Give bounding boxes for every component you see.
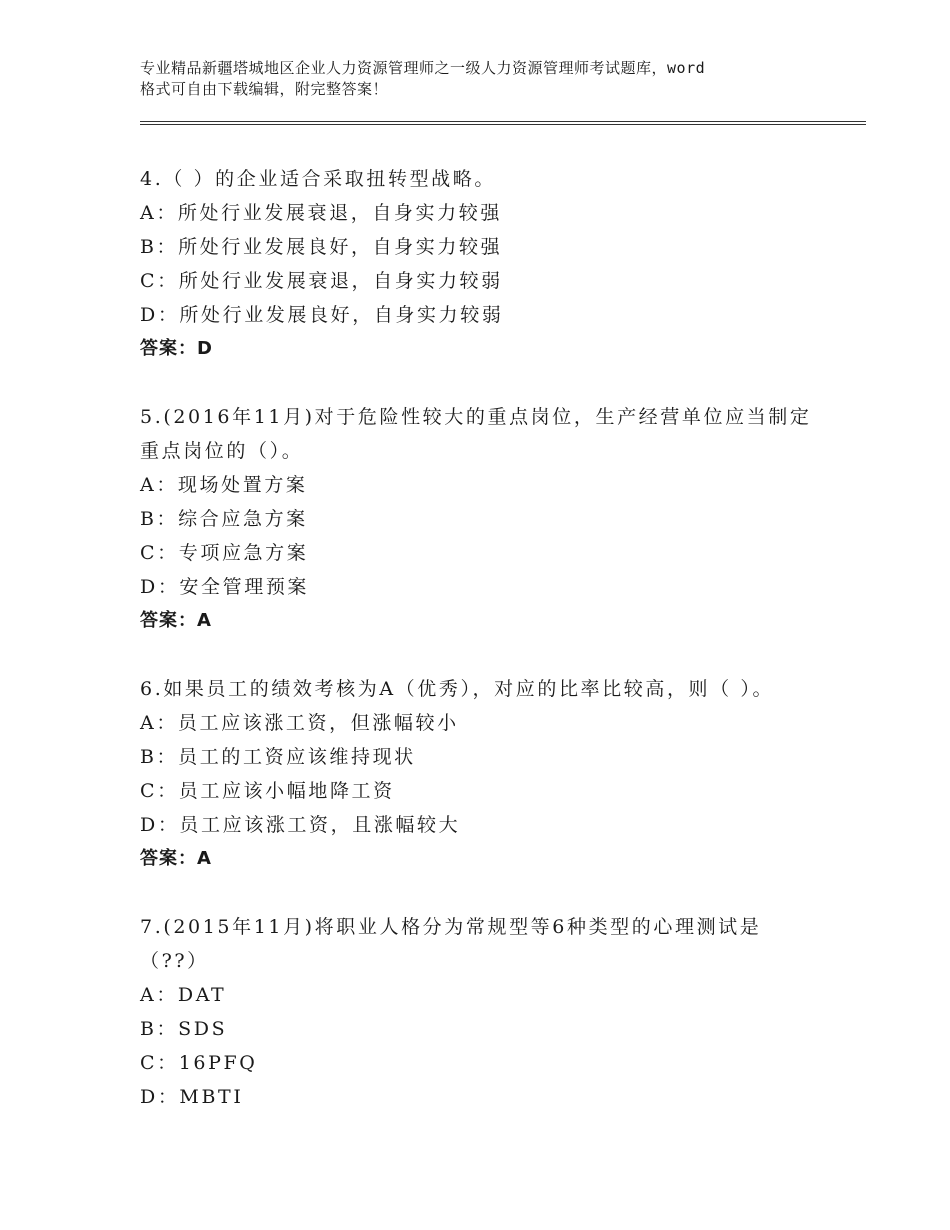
question-5: [140, 400, 840, 638]
option-c: C：员工应该小幅地降工资: [140, 780, 395, 802]
option-d: D：MBTI: [140, 1086, 244, 1108]
answer: 答案：A: [140, 848, 212, 869]
option-c: C：所处行业发展衰退，自身实力较弱: [140, 270, 503, 292]
question-text: 5.(2016年11月)对于危险性较大的重点岗位，生产经营单位应当制定: [140, 406, 812, 428]
option-b: B：所处行业发展良好，自身实力较强: [140, 236, 503, 258]
header-line-1: 专业精品新疆塔城地区企业人力资源管理师之一级人力资源管理师考试题库，word: [140, 59, 706, 77]
question-gap: [140, 638, 840, 672]
question-6: [140, 672, 840, 876]
answer: 答案：D: [140, 338, 213, 359]
option-a: A：现场处置方案: [140, 474, 308, 496]
question-4: [140, 162, 840, 366]
option-c: C：16PFQ: [140, 1052, 258, 1074]
answer: 答案：A: [140, 610, 212, 631]
option-d: D：员工应该涨工资，且涨幅较大: [140, 814, 461, 836]
option-d: D：所处行业发展良好，自身实力较弱: [140, 304, 504, 326]
option-a: A：员工应该涨工资，但涨幅较小: [140, 712, 459, 734]
option-d: D：安全管理预案: [140, 576, 310, 598]
option-a: A：所处行业发展衰退，自身实力较强: [140, 202, 502, 224]
option-b: B：SDS: [140, 1018, 228, 1040]
header-rule-top: [140, 121, 866, 122]
question-text: 4.（ ）的企业适合采取扭转型战略。: [140, 168, 496, 190]
option-b: B：综合应急方案: [140, 508, 308, 530]
header-rule-bottom: [140, 124, 866, 125]
option-c: C：专项应急方案: [140, 542, 309, 564]
question-list: [140, 162, 840, 1114]
option-a: A：DAT: [140, 984, 227, 1006]
question-gap: [140, 366, 840, 400]
question-text-continued: 重点岗位的（）。: [140, 440, 304, 462]
question-text: 6.如果员工的绩效考核为A（优秀），对应的比率比较高，则（ ）。: [140, 678, 775, 700]
question-text: 7.(2015年11月)将职业人格分为常规型等6种类型的心理测试是: [140, 916, 762, 938]
header-line-2: 格式可自由下载编辑，附完整答案！: [140, 80, 389, 98]
document-header: [140, 58, 860, 100]
question-text-continued: （??）: [140, 950, 209, 972]
question-7: [140, 910, 840, 1114]
option-b: B：员工的工资应该维持现状: [140, 746, 416, 768]
question-gap: [140, 876, 840, 910]
